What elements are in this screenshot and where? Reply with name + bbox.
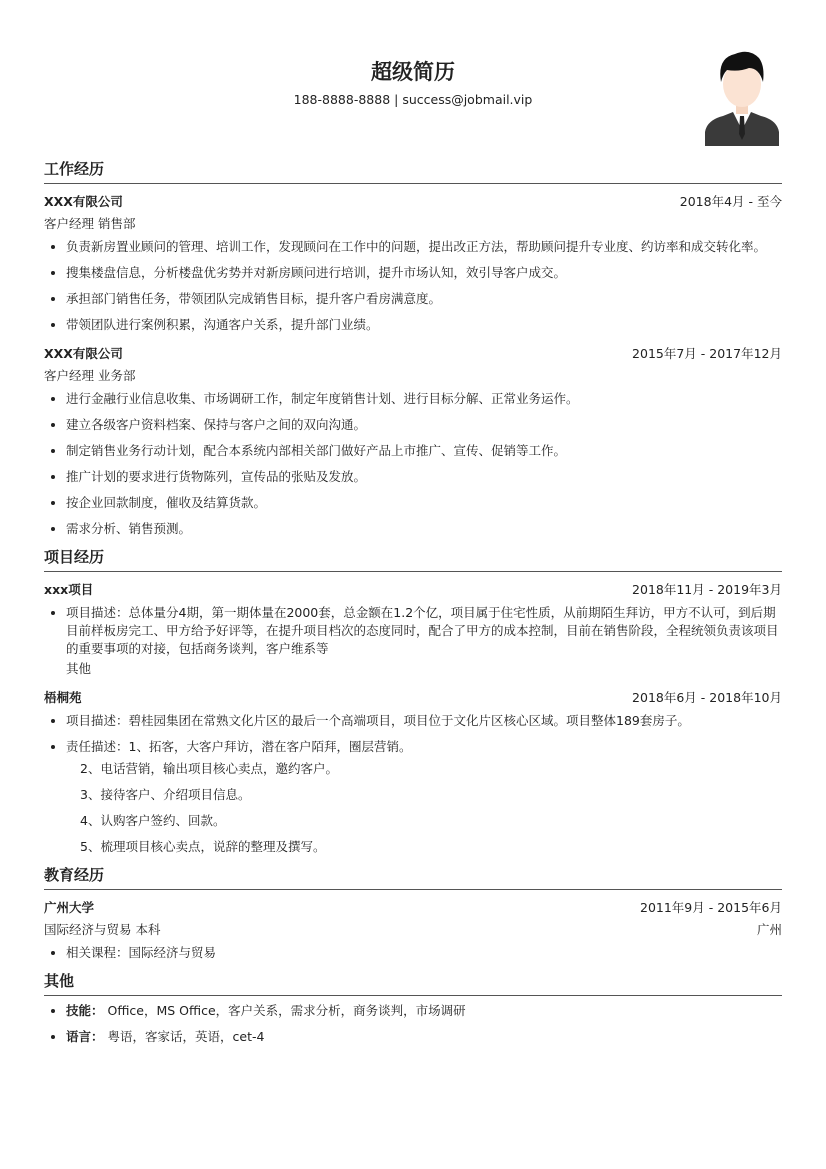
resume-header xyxy=(44,0,782,150)
list-item: • 搜集楼盘信息，分析楼盘优劣势并对新房顾问进行培训，提升市场认知，效引导客户成交。 xyxy=(66,264,782,282)
work-section xyxy=(44,158,782,538)
work-entry-header xyxy=(44,190,782,212)
list-item: • 进行金融行业信息收集、市场调研工作，制定年度销售计划、进行目标分解、正常业务运作。 xyxy=(66,390,782,408)
project-name: xxx项目 xyxy=(44,582,94,597)
list-item: • 建立各级客户资料档案、保持与客户之间的双向沟通。 xyxy=(66,416,782,434)
entry-date: 2011年9月 - 2015年6月 xyxy=(640,900,782,915)
list-item: • 需求分析、销售预测。 xyxy=(66,520,782,538)
major: 国际经济与贸易 本科 xyxy=(44,922,161,937)
skills-value: Office，MS Office，客户关系，需求分析，商务谈判，市场调研 xyxy=(107,1003,466,1018)
bullet-list xyxy=(44,712,782,756)
education-entry-header xyxy=(44,896,782,918)
entry-date: 2018年6月 - 2018年10月 xyxy=(632,690,782,705)
company-name: XXX有限公司 xyxy=(44,346,123,361)
list-item: 2、电话营销，输出项目核心卖点，邀约客户。 xyxy=(80,761,338,776)
resume-page xyxy=(44,0,782,1054)
list-item: • 项目描述：总体量分4期，第一期体量在2000套，总金额在1.2个亿，项目属于住宅性质，从前期陌生拜访，甲方不认可，到后期目前样板房完工、甲方给予好评等，在提升项目档次的态度同时，配合了甲方的成本控制，目前在销售阶段，全程统领负责该项目的重要事项的对接，包括商务谈判，客户维系等 xyxy=(66,604,782,658)
bullet-list xyxy=(44,604,782,658)
list-item: • 推广计划的要求进行货物陈列，宣传品的张贴及发放。 xyxy=(66,468,782,486)
job-role: 客户经理 业务部 xyxy=(44,368,136,383)
list-item: • 项目描述：碧桂园集团在常熟文化片区的最后一个高端项目，项目位于文化片区核心区域。项目整体189套房子。 xyxy=(66,712,782,730)
bullet-list xyxy=(44,390,782,538)
responsibility-sublist xyxy=(44,760,782,856)
section-title: 其他 xyxy=(44,970,782,996)
candidate-name: 超级简历 xyxy=(371,60,455,84)
list-item: • 相关课程：国际经济与贸易 xyxy=(66,944,782,962)
language-label: 语言： xyxy=(66,1029,104,1044)
entry-date: 2018年4月 - 至今 xyxy=(679,194,782,209)
job-role: 客户经理 销售部 xyxy=(44,216,136,231)
section-title: 教育经历 xyxy=(44,864,782,890)
list-item: • 带领团队进行案例积累，沟通客户关系，提升部门业绩。 xyxy=(66,316,782,334)
projects-section xyxy=(44,546,782,856)
bullet-list xyxy=(44,944,782,962)
project-entry-header xyxy=(44,686,782,708)
list-item xyxy=(66,1002,782,1020)
bullet-list xyxy=(44,238,782,334)
contact-info: 188-8888-8888 | success@jobmail.vip xyxy=(293,92,533,107)
entry-date: 2015年7月 - 2017年12月 xyxy=(632,346,782,361)
list-item: • 按企业回款制度，催收及结算货款。 xyxy=(66,494,782,512)
entry-date: 2018年11月 - 2019年3月 xyxy=(632,582,782,597)
section-title: 项目经历 xyxy=(44,546,782,572)
education-detail xyxy=(44,918,782,940)
company-name: XXX有限公司 xyxy=(44,194,123,209)
work-entry-header xyxy=(44,342,782,364)
list-item: 5、梳理项目核心卖点，说辞的整理及撰写。 xyxy=(80,839,326,854)
list-item xyxy=(66,1028,782,1046)
list-item: • 承担部门销售任务，带领团队完成销售目标，提升客户看房满意度。 xyxy=(66,290,782,308)
language-value: 粤语，客家话，英语，cet-4 xyxy=(107,1029,265,1044)
section-title: 工作经历 xyxy=(44,158,782,184)
list-item: 3、接待客户、介绍项目信息。 xyxy=(80,787,251,802)
skills-label: 技能： xyxy=(66,1003,104,1018)
bullet-list xyxy=(44,1002,782,1046)
school-name: 广州大学 xyxy=(44,900,95,915)
project-entry-header xyxy=(44,578,782,600)
avatar xyxy=(703,48,781,146)
city: 广州 xyxy=(756,922,782,937)
other-section xyxy=(44,970,782,1046)
project-name: 梧桐苑 xyxy=(44,690,82,705)
project-extra: 其他 xyxy=(66,661,92,676)
list-item: • 责任描述：1、拓客，大客户拜访，潜在客户陌拜，圈层营销。 xyxy=(66,738,782,756)
list-item: • 制定销售业务行动计划，配合本系统内部相关部门做好产品上市推广、宣传、促销等工作。 xyxy=(66,442,782,460)
list-item: • 负责新房置业顾问的管理、培训工作，发现顾问在工作中的问题，提出改正方法，帮助顾问提升专业度、约访率和成交转化率。 xyxy=(66,238,782,256)
list-item: 4、认购客户签约、回款。 xyxy=(80,813,226,828)
education-section xyxy=(44,864,782,962)
